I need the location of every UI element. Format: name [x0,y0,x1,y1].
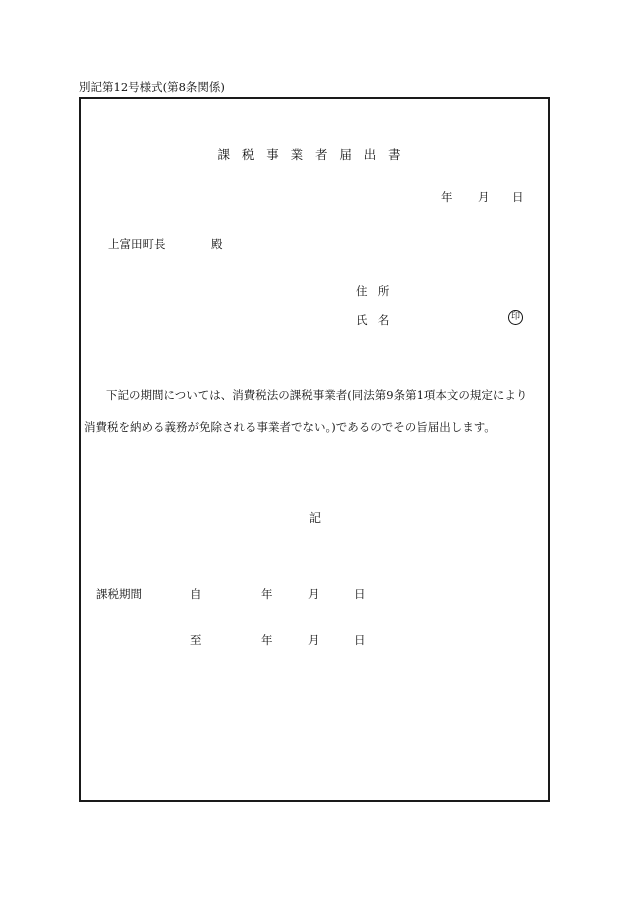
address-label: 住所 [356,284,400,298]
period-to-label: 至 [190,633,202,647]
date-month-label: 月 [478,190,490,204]
seal-mark: 印 [508,310,523,325]
period-to-day: 日 [354,633,366,647]
period-from-month: 月 [308,587,320,601]
period-from-day: 日 [354,587,366,601]
addressee: 上富田町長 [108,237,166,251]
name-label: 氏名 [356,313,400,327]
period-label: 課税期間 [96,587,142,601]
declaration-line-1: 下記の期間については、消費税法の課税事業者(同法第9条第1項本文の規定により [106,388,528,402]
form-number: 別記第12号様式(第8条関係) [79,80,225,94]
honorific: 殿 [211,237,223,251]
date-year-label: 年 [441,190,453,204]
period-to-year: 年 [261,633,273,647]
period-to-month: 月 [308,633,320,647]
declaration-line-2: 消費税を納める義務が免除される事業者でない。)であるのでその旨届出します。 [84,420,496,434]
period-from-label: 自 [190,587,202,601]
date-day-label: 日 [512,190,524,204]
period-from-year: 年 [261,587,273,601]
form-title: 課税事業者届出書 [217,147,413,162]
record-heading: 記 [308,511,321,525]
